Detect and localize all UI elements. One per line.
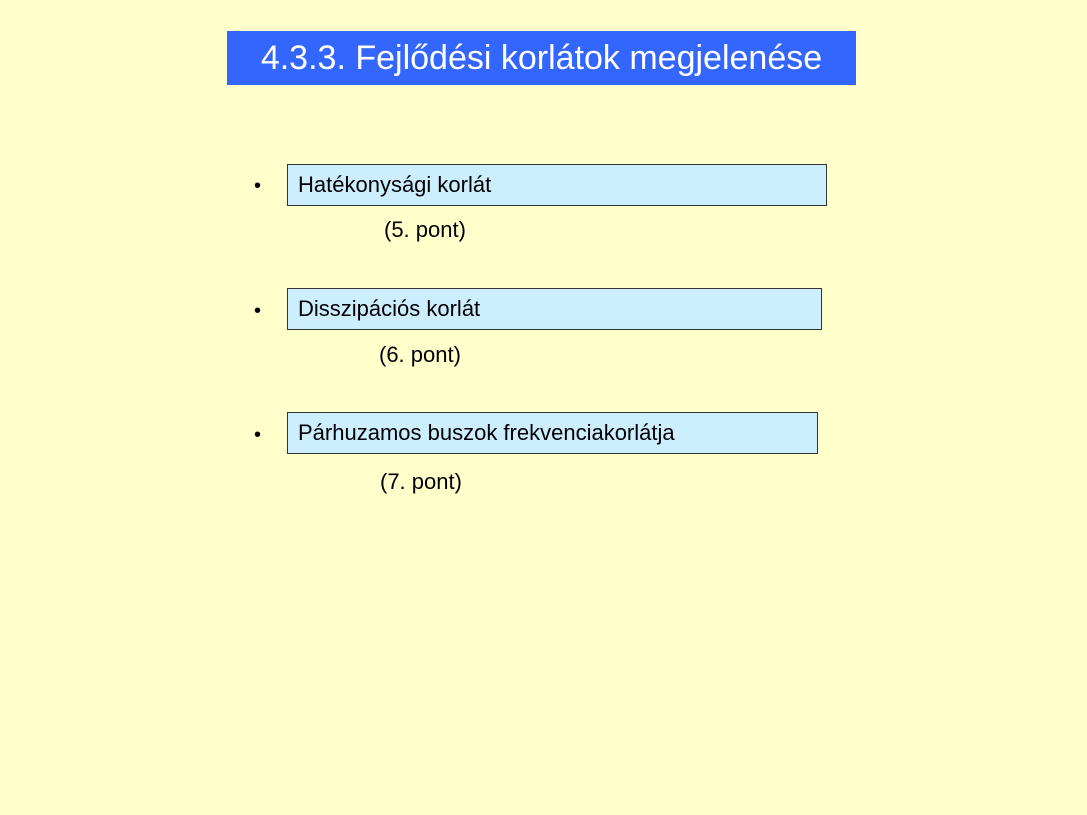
item-ref: (5. pont) <box>384 217 466 242</box>
item-box-dissipation-limit: Disszipációs korlát <box>287 288 822 330</box>
item-box-efficiency-limit: Hatékonysági korlát <box>287 164 827 206</box>
bullet-marker: • <box>254 175 262 197</box>
slide-title: 4.3.3. Fejlődési korlátok megjelenése <box>227 31 856 85</box>
bullet-marker: • <box>254 300 262 322</box>
item-ref: (7. pont) <box>380 469 462 494</box>
item-box-parallel-bus-frequency-limit: Párhuzamos buszok frekvenciakorlátja <box>287 412 818 454</box>
item-ref: (6. pont) <box>379 342 461 367</box>
bullet-marker: • <box>254 424 262 446</box>
